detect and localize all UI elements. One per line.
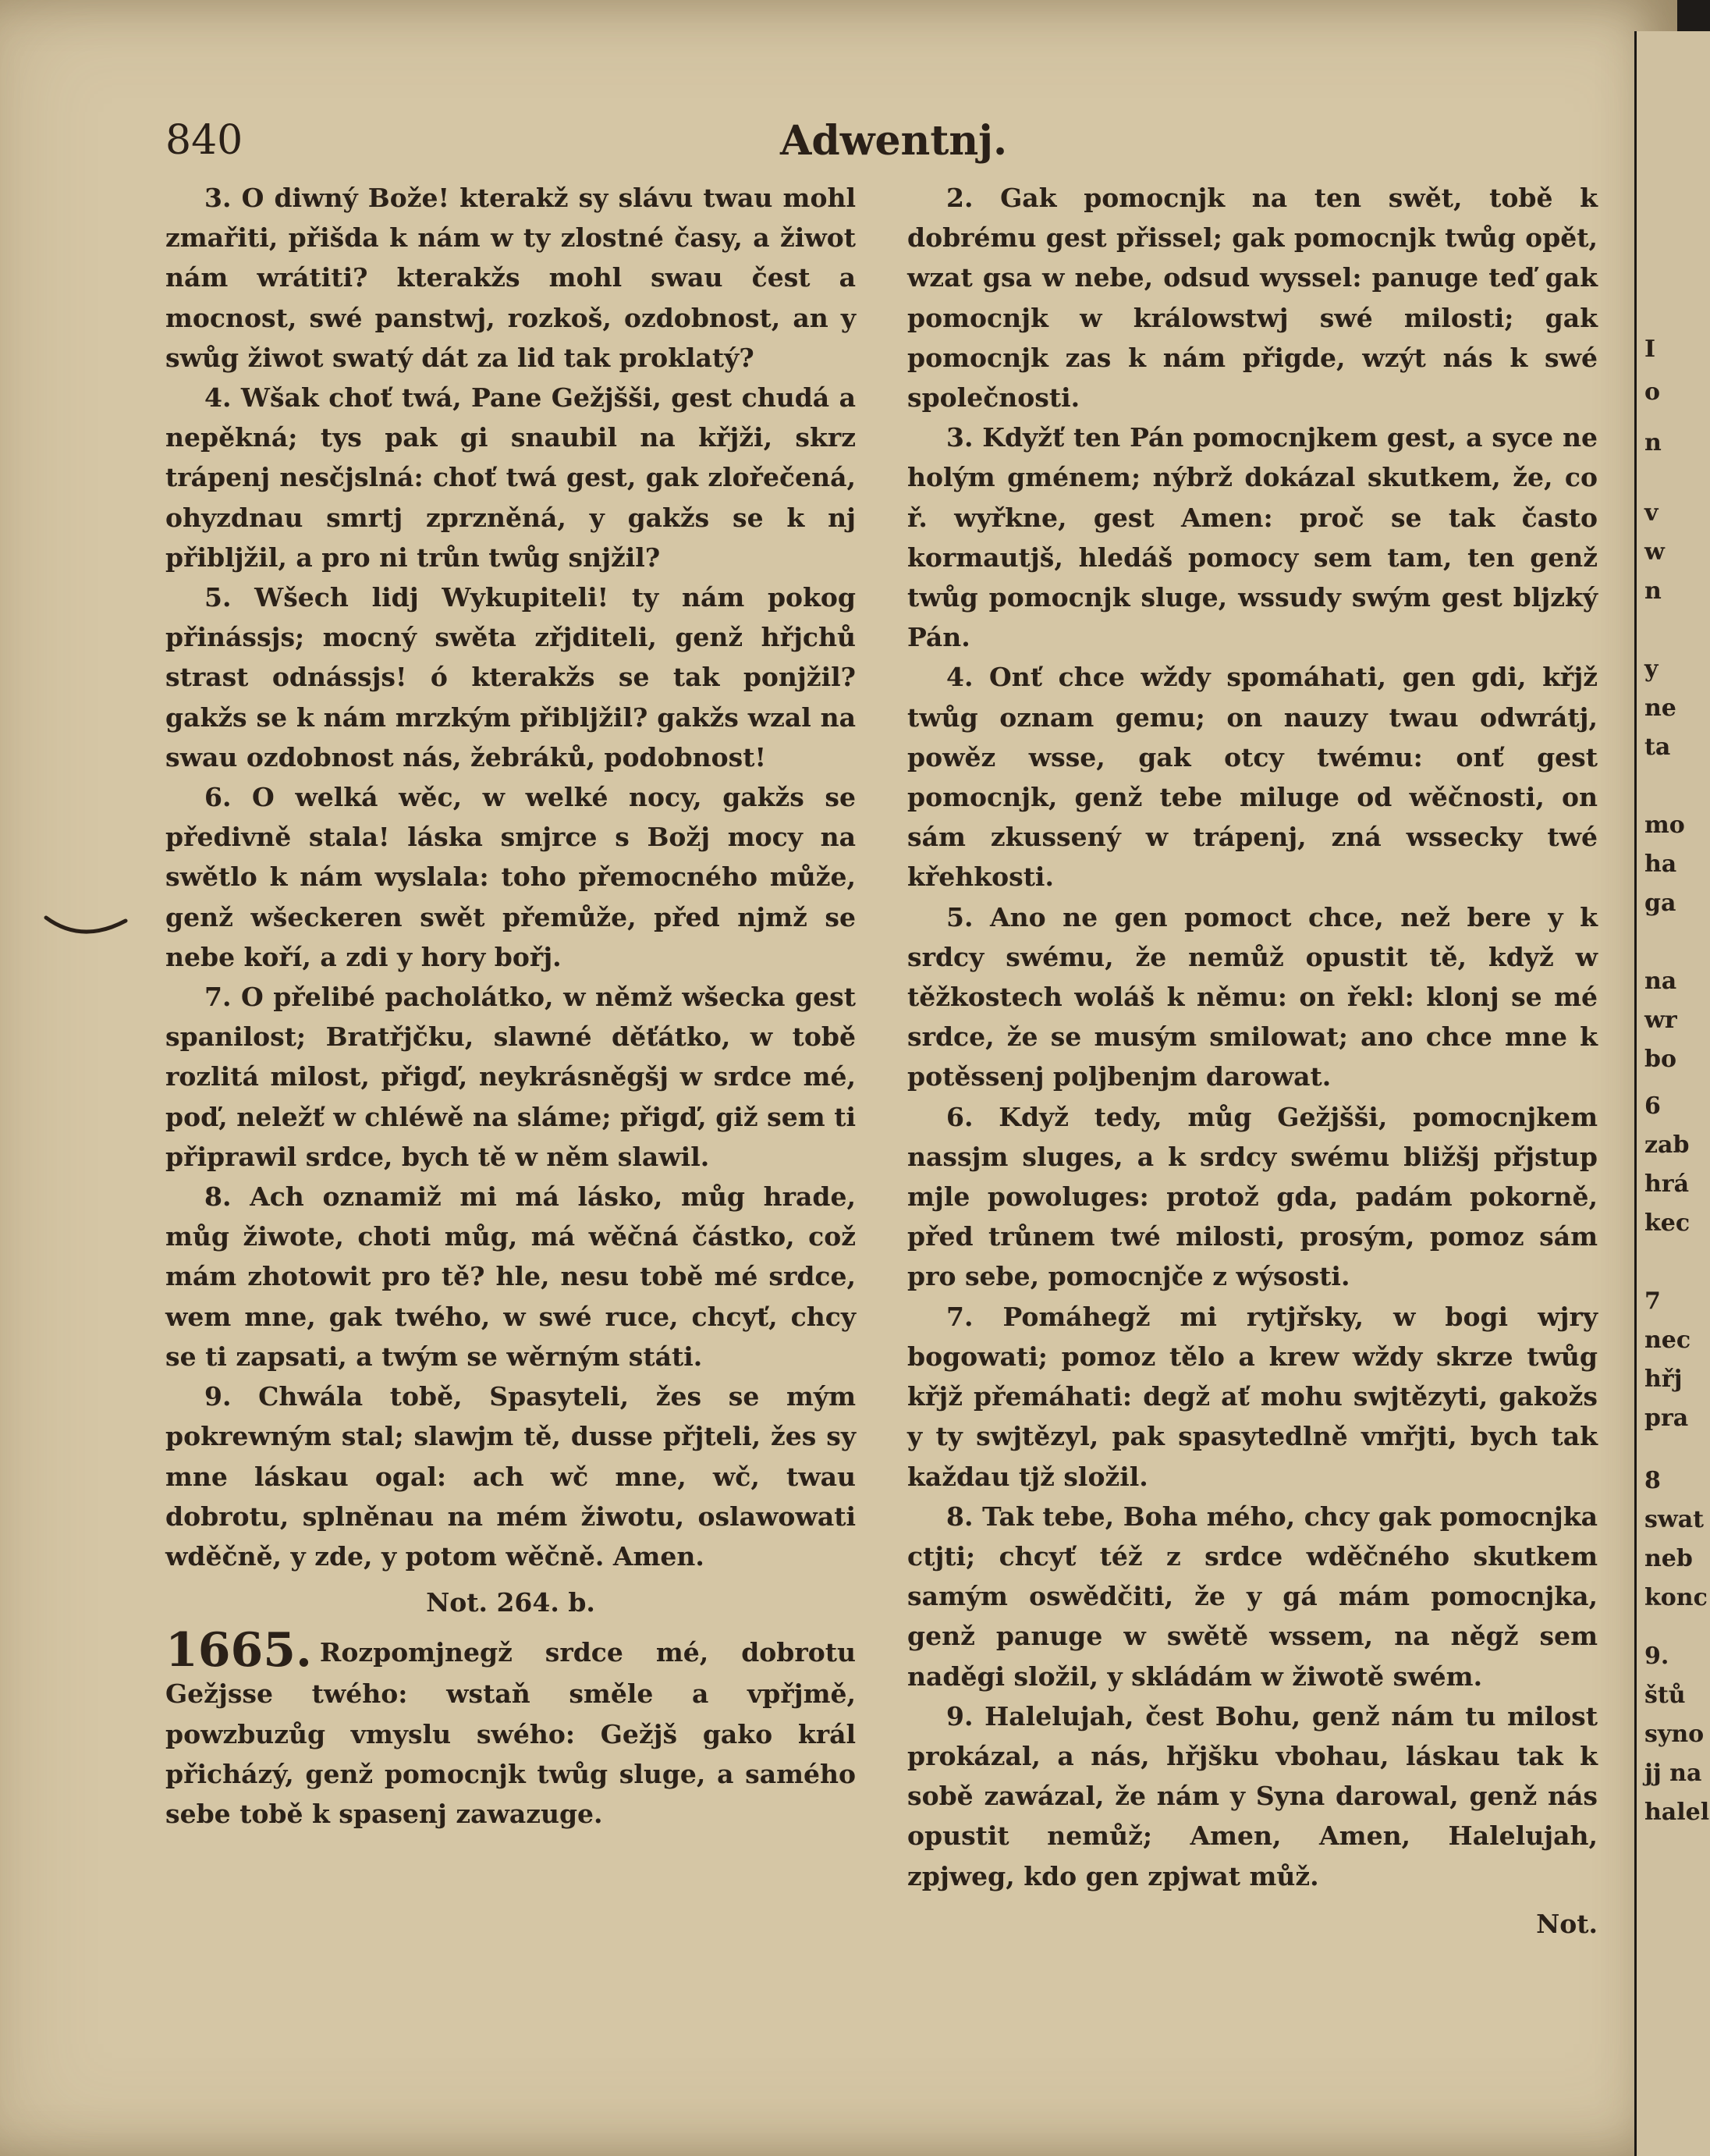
fragment-text: y (1644, 655, 1659, 683)
running-title: Adwentnj. (780, 117, 1008, 165)
fragment-text: ta (1644, 733, 1671, 761)
stanza: 4. Wšak choť twá, Pane Gežjšši, gest chudá a nepěkná; tys pak gi snaubil na křjži, skrz trápenj nesčjslná: choť twá gest, gak zlořečená, ohyzdnau smrtj zprzněná, y gakžs se k nj přibljžil, a pro ni trůn twůg snjžil? (165, 382, 856, 573)
page-number: 840 (165, 117, 243, 164)
fragment-text: n (1644, 577, 1662, 605)
fragment-text: 9. (1644, 1643, 1669, 1670)
fragment-text: v (1644, 499, 1659, 527)
stanza: 3. Kdyžť ten Pán pomocnjkem gest, a syce ne holým gménem; nýbrž dokázal skutkem, že, co ř. wyřkne, gest Amen: proč se tak často kormautjš, hledáš pomocy sem tam, ten genž twůg pomocnjk sluge, wssudy swým gest bljzký Pán. (907, 422, 1598, 653)
hymn-number: 1665. (165, 1623, 312, 1678)
stanza: 6. O welká wěc, w welké nocy, gakžs se předivně stala! láska smjrce s Božj mocy na swětlo k nám wyslala: toho přemocného může, genž wšeckeren swět přemůže, před njmž se nebe koří, a zdi y hory bořj. (165, 782, 856, 972)
fragment-text: wr (1644, 1007, 1677, 1034)
fragment-text: ne (1644, 694, 1676, 722)
catchword: Not. (1536, 1908, 1598, 1939)
fragment-text: swat (1644, 1506, 1705, 1533)
fragment-text: 6 (1644, 1092, 1661, 1120)
fragment-text: kec (1644, 1209, 1690, 1237)
fragment-text: o (1644, 378, 1661, 406)
stanza: 4. Onť chce wždy spomáhati, gen gdi, křjž twůg oznam gemu; on nauzy twau odwrátj, powěz wsse, gak otcy twému: onť gest pomocnjk, genž tebe miluge od wěčnosti, on sám zkussený w trápenj, zná wssecky twé křehkosti. (907, 662, 1598, 893)
fragment-text: neb (1644, 1545, 1693, 1572)
fragment-text: bo (1644, 1046, 1676, 1073)
fragment-text: n (1644, 429, 1662, 456)
stanza: 5. Ano ne gen pomoct chce, než bere y k srdcy swému, že nemůž opustit tě, když w těžkostech woláš k němu: on řekl: klonj se mé srdce, že se musým smilowat; ano chce mne k potěssenj poljbenjm darowat. (907, 901, 1598, 1092)
hymn-text: Rozpomjnegž srdce mé, dobrotu Gežjsse twého: wstaň směle a vpřjmě, powzbuzůg vmyslu swého: Gežjš gako král přicházý, genž pomocnjk twůg sluge, a samého sebe tobě k spasenj zawazuge. (165, 1637, 856, 1829)
stanza: 2. Gak pomocnjk na ten swět, tobě k dobrému gest přissel; gak pomocnjk twůg opět, wzat gsa w nebe, odsud wyssel: panuge teď gak pomocnjk w králowstwj swé milosti; gak pomocnjk zas k nám přigde, wzýt nás k swé společnosti. (907, 183, 1598, 414)
fragment-text: ga (1644, 890, 1676, 917)
right-column (907, 178, 1598, 1944)
fragment-text: syno (1644, 1721, 1705, 1748)
tune-note: Not. 264. b. (426, 1587, 595, 1618)
fragment-text: nec (1644, 1327, 1691, 1354)
fragment-text: w (1644, 538, 1665, 566)
stanza: 8. Ach oznamiž mi má lásko, můg hrade, můg žiwote, choti můg, má wěčná částko, což mám zhotowit pro tě? hle, nesu tobě mé srdce, wem mne, gak twého, w swé ruce, chcyť, chcy se ti zapsati, a twým se wěrným státi. (165, 1181, 856, 1372)
fragment-text: na (1644, 968, 1677, 995)
stanza: 6. Když tedy, můg Gežjšši, pomocnjkem nassjm sluges, a k srdcy swému bližšj přjstup mjle powoluges: protož gda, padám pokorně, před trůnem twé milosti, prosým, pomoz sám pro sebe, pomocnjče z wýsosti. (907, 1101, 1598, 1292)
fragment-text: zab (1644, 1131, 1690, 1159)
fragment-text: 8 (1644, 1467, 1661, 1494)
margin-pencil-mark (43, 913, 129, 944)
fragment-text: halel (1644, 1799, 1710, 1826)
stanza: 7. Pomáhegž mi rytjřsky, w bogi wjry bogowati; pomoz tělo a krew wždy skrze twůg křjž přemáhati: degž ať mohu swjtězyti, gakožs y ty swjtězyl, pak spasytedlně vmřjti, bych tak každau tjž složil. (907, 1301, 1598, 1492)
stanza: 7. O přelibé pacholátko, w němž wšecka gest spanilost; Bratřjčku, slawné děťátko, w tobě rozlitá milost, přigď, neykrásněgšj w srdce mé, poď, neležť w chléwě na sláme; přigď, giž sem ti připrawil srdce, bych tě w něm slawil. (165, 982, 856, 1172)
fragment-text: I (1644, 336, 1656, 363)
fragment-text: 7 (1644, 1288, 1661, 1315)
fragment-text: ha (1644, 851, 1677, 878)
fragment-text: jj na (1644, 1760, 1702, 1787)
fragment-text: mo (1644, 812, 1685, 839)
stanza: 8. Tak tebe, Boha mého, chcy gak pomocnjka ctjti; chcyť též z srdce wděčného skutkem samým oswědčiti, že y gá mám pomocnjka, genž panuge w swětě wssem, na něgž sem naděgi složil, y skládám w žiwotě swém. (907, 1501, 1598, 1692)
stanza: 9. Halelujah, čest Bohu, genž nám tu milost prokázal, a nás, hřjšku vbohau, láskau tak k sobě zawázal, že nám y Syna darowal, genž nás opustit nemůž; Amen, Amen, Halelujah, zpjweg, kdo gen zpjwat můž. (907, 1700, 1598, 1891)
hymn-start (165, 1623, 856, 1834)
stanza: 9. Chwála tobě, Spasyteli, žes se mým pokrewným stal; slawjm tě, dusse přjteli, žes sy mne láskau ogal: ach wč mne, wč, twau dobrotu, splněnau na mém žiwotu, oslawowati wděčně, y zde, y potom wěčně. Amen. (165, 1381, 856, 1572)
fragment-text: pra (1644, 1405, 1689, 1432)
fragment-text: hrá (1644, 1170, 1690, 1198)
stanza: 5. Wšech lidj Wykupiteli! ty nám pokog přinássjs; mocný swěta zřjditeli, genž hřjchů strast odnássjs! ó kterakžs se tak ponjžil? gakžs se k nám mrzkým přibljžil? gakžs wzal na swau ozdobnost nás, žebráků, podobnost! (165, 582, 856, 773)
fragment-text: konc (1644, 1584, 1708, 1611)
adjacent-page-edge (1634, 31, 1710, 2156)
stanza: 3. O diwný Bože! kterakž sy slávu twau mohl zmařiti, přišda k nám w ty zlostné časy, a žiwot nám wrátiti? kterakžs mohl swau čest a mocnost, swé panstwj, rozkoš, ozdobnost, an y swůg žiwot swatý dát za lid tak proklatý? (165, 183, 856, 373)
fragment-text: hřj (1644, 1366, 1683, 1393)
fragment-text: štů (1644, 1682, 1686, 1709)
left-column (165, 178, 856, 1834)
